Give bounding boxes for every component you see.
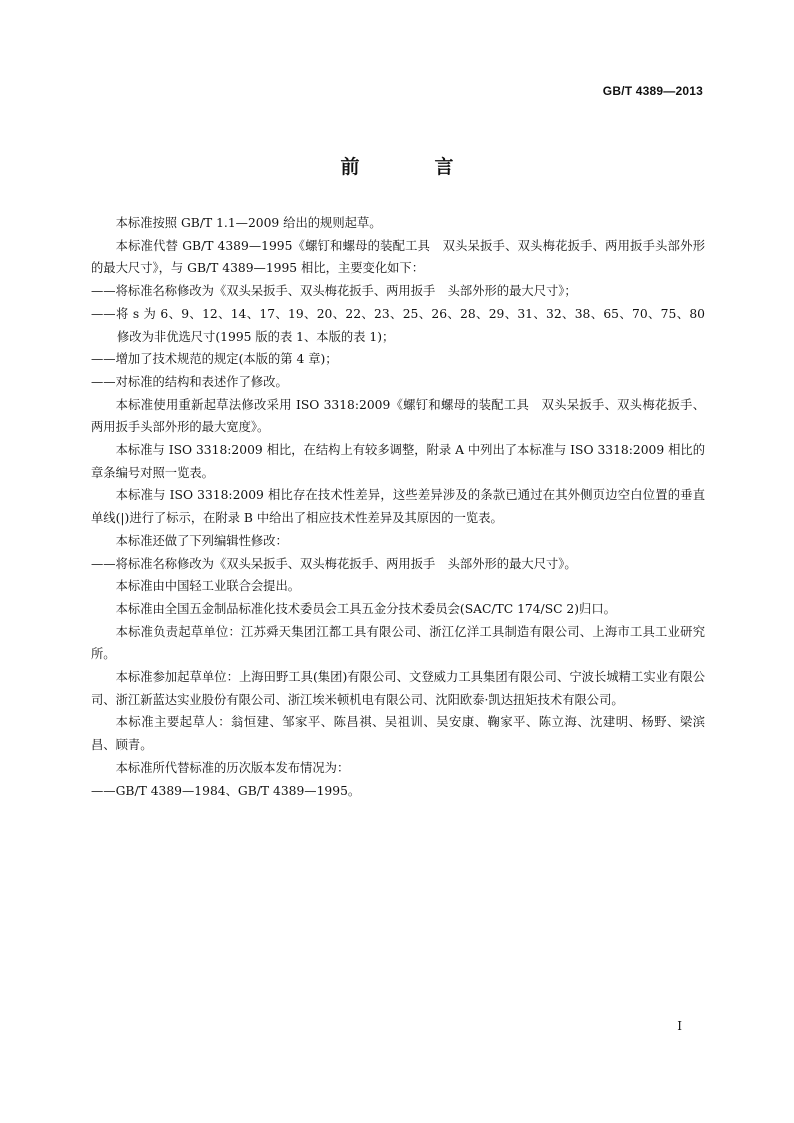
paragraph-history: 本标准所代替标准的历次版本发布情况为： bbox=[115, 760, 350, 775]
foreword-body bbox=[91, 212, 705, 802]
paragraph-proposed-by: 本标准由中国轻工业联合会提出。 bbox=[115, 579, 301, 594]
change-item-tech-spec: ——增加了技术规范的规定(本版的第 4 章)； bbox=[91, 352, 338, 367]
change-item-sizes: ——将 s 为 6、9、12、14、17、19、20、22、23、25、26、28、29、31、32、38、65、70、75、80 修改为非优选尺寸(1995 版的表 1、本版的表 1)； bbox=[91, 306, 705, 344]
paragraph-editorial-changes: 本标准还做了下列编辑性修改： bbox=[115, 533, 288, 548]
page-number: I bbox=[677, 1019, 682, 1033]
history-item: ——GB/T 4389—1984、GB/T 4389—1995。 bbox=[91, 783, 361, 798]
paragraph-main-drafters-org: 本标准负责起草单位：江苏舜天集团江都工具有限公司、浙江亿洋工具制造有限公司、上海市工具工业研究所。 bbox=[91, 624, 705, 662]
paragraph-centralized-by: 本标准由全国五金制品标准化技术委员会工具五金分技术委员会(SAC/TC 174/SC 2)归口。 bbox=[115, 601, 616, 616]
paragraph-main-drafters: 本标准主要起草人：翁恒建、邹家平、陈昌祺、吴祖训、吴安康、鞠家平、陈立海、沈建明、杨野、梁滨昌、顾青。 bbox=[91, 715, 705, 753]
paragraph-drafting-rules: 本标准按照 GB/T 1.1—2009 给出的规则起草。 bbox=[115, 216, 382, 230]
change-item-structure: ——对标准的结构和表述作了修改。 bbox=[91, 374, 288, 389]
change-item-name: ——将标准名称修改为《双头呆扳手、双头梅花扳手、两用扳手 头部外形的最大尺寸》； bbox=[91, 284, 577, 299]
paragraph-replaces: 本标准代替 GB/T 4389—1995《螺钉和螺母的装配工具 双头呆扳手、双头梅花扳手、两用扳手头部外形的最大尺寸》，与 GB/T 4389—1995 相比，主要变化如下： bbox=[91, 238, 705, 276]
editorial-item-name: ——将标准名称修改为《双头呆扳手、双头梅花扳手、两用扳手 头部外形的最大尺寸》。 bbox=[91, 556, 577, 571]
paragraph-technical-differences: 本标准与 ISO 3318:2009 相比存在技术性差异，这些差异涉及的条款已通过在其外侧页边空白位置的垂直单线(|)进行了标示，在附录 B 中给出了相应技术性差异及其原因的一览表。 bbox=[91, 488, 705, 526]
paragraph-participating-orgs: 本标准参加起草单位：上海田野工具(集团)有限公司、文登威力工具集团有限公司、宁波长城精工实业有限公司、浙江新蓝达实业股份有限公司、浙江埃米顿机电有限公司、沈阳欧泰·凯达扭矩技术有限公司。 bbox=[91, 670, 705, 707]
page-title: 前 言 bbox=[340, 156, 482, 178]
paragraph-structure-changes: 本标准与 ISO 3318:2009 相比，在结构上有较多调整，附录 A 中列出了本标准与 ISO 3318:2009 相比的章条编号对照一览表。 bbox=[91, 443, 705, 480]
document-code: GB/T 4389—2013 bbox=[602, 84, 703, 98]
paragraph-iso-adoption: 本标准使用重新起草法修改采用 ISO 3318:2009《螺钉和螺母的装配工具 双头呆扳手、双头梅花扳手、两用扳手头部外形的最大宽度》。 bbox=[91, 397, 705, 435]
